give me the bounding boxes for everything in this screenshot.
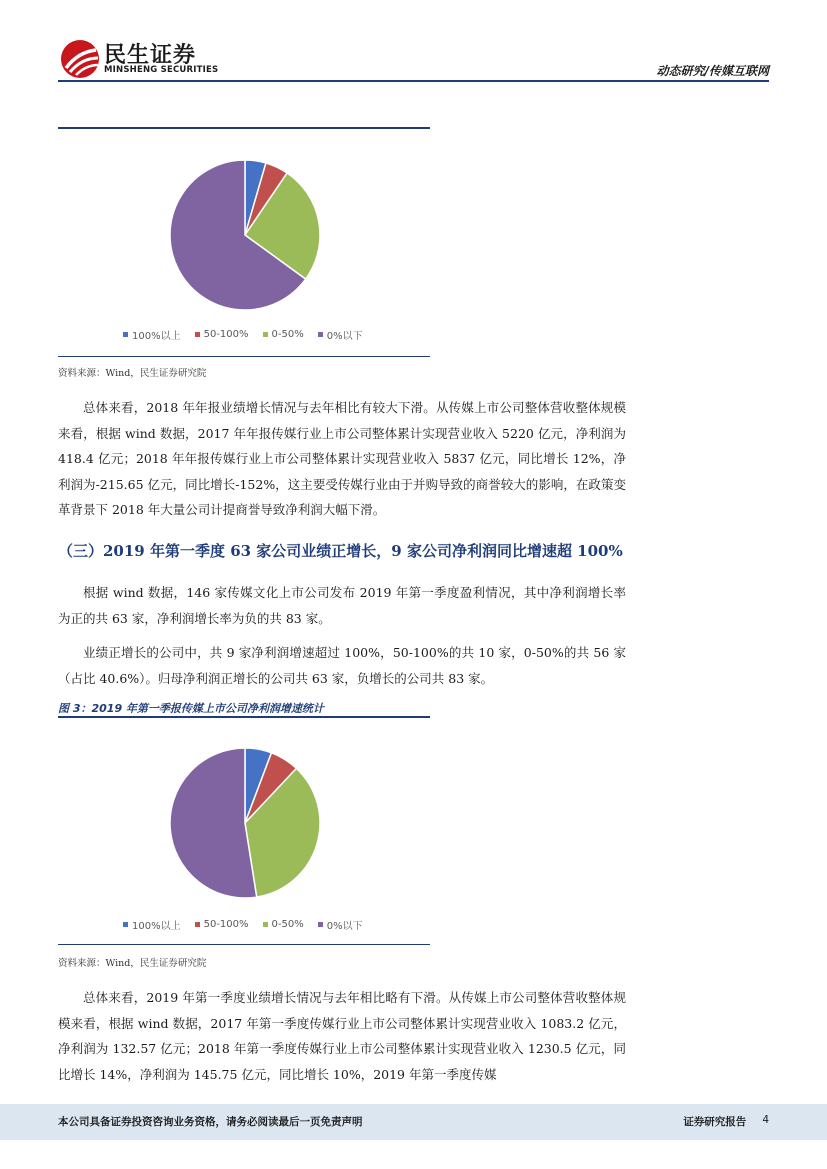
legend-swatch <box>263 922 268 927</box>
figure2-top-rule <box>58 716 430 718</box>
figure2-legend <box>123 917 363 932</box>
paragraph-text: 业绩正增长的公司中，共 9 家净利润增速超过 100%，50-100%的共 10 家，0-50%的共 56 家（占比 40.6%）。归母净利润正增长的公司共 63 家，负增长的公司共 83 家。 <box>58 645 626 686</box>
legend-label: 100%以上 <box>132 921 181 932</box>
report-category: 动态研究/传媒互联网 <box>656 64 769 78</box>
paragraph-2018-summary <box>58 395 626 523</box>
legend-swatch <box>123 332 128 337</box>
legend-swatch <box>195 332 200 337</box>
figure1-legend <box>123 327 363 342</box>
legend-item <box>195 327 249 342</box>
legend-item <box>263 327 304 342</box>
pie-slice-4 <box>170 748 257 898</box>
paragraph-2019q1-summary <box>58 985 626 1087</box>
footer-disclaimer: 本公司具备证券投资咨询业务资格，请务必阅读最后一页免责声明 <box>58 1116 363 1128</box>
figure2-pie-chart <box>160 738 330 908</box>
header-divider <box>58 80 769 82</box>
section-heading: （三）2019 年第一季度 63 家公司业绩正增长，9 家公司净利润同比增速超 100% <box>58 542 623 560</box>
paragraph-text: 总体来看，2018 年年报业绩增长情况与去年相比有较大下滑。从传媒上市公司整体营收整体规模来看，根据 wind 数据，2017 年年报传媒行业上市公司整体累计实现营业收入 5220 亿元，净利润为 418.4 亿元；2018 年年报传媒行业上市公司整体累计实现营业收入 5837 亿元，同比增长 12%，净利润为-215.65 亿元，同比增长-152%，这主要受传媒行业由于并购导致的商誉较大的影响，在政策变革背景下 2018 年大量公司计提商誉导致净利润大幅下滑。 <box>58 400 626 517</box>
legend-item <box>195 917 249 932</box>
legend-label: 100%以上 <box>132 331 181 342</box>
legend-label: 0-50% <box>271 329 304 340</box>
page-number: 4 <box>762 1114 769 1126</box>
legend-label: 0%以下 <box>326 921 363 932</box>
figure1-source: 资料来源：Wind，民生证券研究院 <box>58 368 207 379</box>
legend-item <box>123 917 181 932</box>
figure2-source: 资料来源：Wind，民生证券研究院 <box>58 958 207 969</box>
paragraph-q1-overview <box>58 580 626 631</box>
figure2-bottom-rule <box>58 944 430 945</box>
paragraph-text: 根据 wind 数据，146 家传媒文化上市公司发布 2019 年第一季度盈利情况，其中净利润增长率为正的共 63 家，净利润增长率为负的共 83 家。 <box>58 585 626 626</box>
legend-swatch <box>263 332 268 337</box>
legend-item <box>318 327 363 342</box>
legend-swatch <box>318 922 323 927</box>
legend-swatch <box>195 922 200 927</box>
figure1-bottom-rule <box>58 356 430 357</box>
brand-name-en: MINSHENG SECURITIES <box>104 65 219 75</box>
footer-right <box>683 1114 769 1129</box>
footer-report-label: 证券研究报告 <box>683 1116 747 1128</box>
legend-item <box>123 327 181 342</box>
brand-name-cn: 民生证券 <box>104 43 197 68</box>
paragraph-q1-growth <box>58 640 626 691</box>
legend-swatch <box>123 922 128 927</box>
legend-label: 0-50% <box>271 919 304 930</box>
figure1-pie-chart <box>160 150 330 320</box>
legend-swatch <box>318 332 323 337</box>
legend-item <box>318 917 363 932</box>
legend-label: 50-100% <box>203 329 249 340</box>
logo-mark-icon <box>58 38 102 80</box>
legend-item <box>263 917 304 932</box>
paragraph-text: 总体来看，2019 年第一季度业绩增长情况与去年相比略有下滑。从传媒上市公司整体营收整体规模来看，根据 wind 数据，2017 年第一季度传媒行业上市公司整体累计实现营业收入 1083.2 亿元，净利润为 132.57 亿元；2018 年第一季度传媒行业上市公司整体累计实现营业收入 1230.5 亿元，同比增长 14%，净利润为 145.75 亿元，同比增长 10%，2019 年第一季度传媒 <box>58 990 626 1082</box>
figure1-top-rule <box>58 127 430 129</box>
legend-label: 0%以下 <box>326 331 363 342</box>
figure2-title: 图 3：2019 年第一季报传媒上市公司净利润增速统计 <box>58 702 324 715</box>
legend-label: 50-100% <box>203 919 249 930</box>
